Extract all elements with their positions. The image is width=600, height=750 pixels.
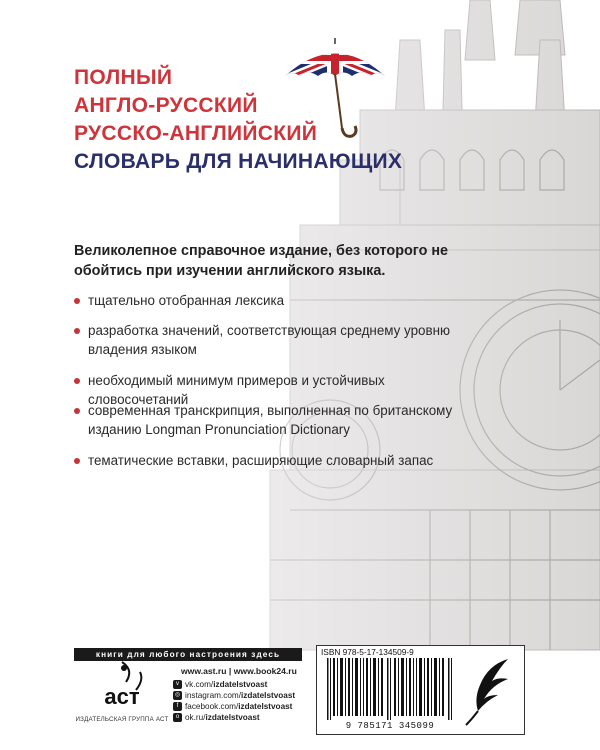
- logo-text: аст: [104, 684, 140, 709]
- social-link-vk[interactable]: v vk.com/izdatelstvoast: [173, 679, 267, 690]
- title-line-2: АНГЛО-РУССКИЙ: [74, 94, 258, 117]
- list-item: [74, 402, 474, 439]
- book-description: Великолепное справочное издание, без которого не обойтись при изучении английского языка.: [74, 243, 449, 279]
- list-item: [74, 322, 474, 359]
- vk-icon: v: [173, 680, 182, 689]
- feature-text: современная транскрипция, выполненная по британскому изданию Longman Pronunciation Dictionary: [88, 403, 453, 437]
- social-link-odnoklassniki[interactable]: o ok.ru/izdatelstvoast: [173, 712, 260, 723]
- feather-icon: [458, 655, 520, 727]
- bullet-icon: [74, 298, 80, 304]
- website-links[interactable]: www.ast.ru | www.book24.ru: [181, 666, 297, 676]
- social-link-instagram[interactable]: ◎ instagram.com/izdatelstvoast: [174, 691, 296, 700]
- tagline-bar: книги для любого настроения здесь: [74, 648, 302, 661]
- barcode-icon: [321, 658, 459, 720]
- list-item: [74, 452, 474, 471]
- social-link-facebook[interactable]: f facebook.com/izdatelstvoast: [173, 701, 292, 712]
- title-line-3: РУССКО-АНГЛИЙСКИЙ: [74, 122, 318, 145]
- feature-text: разработка значений, соответствующая среднему уровню владения языком: [88, 323, 451, 357]
- title-line-1: ПОЛНЫЙ: [74, 66, 173, 89]
- ast-logo-icon: [74, 660, 170, 716]
- bullet-icon: [74, 458, 80, 464]
- feature-text: тщательно отобранная лексика: [88, 293, 285, 308]
- facebook-icon: f: [173, 702, 182, 711]
- bullet-icon: [74, 378, 80, 384]
- publisher-label: ИЗДАТЕЛЬСКАЯ ГРУППА АСТ: [75, 716, 169, 723]
- isbn-label: ISBN 978-5-17-134509-9: [321, 647, 414, 657]
- odnoklassniki-icon: o: [173, 713, 182, 722]
- bullet-icon: [74, 408, 80, 414]
- list-item: [74, 292, 474, 311]
- feature-text: необходимый минимум примеров и устойчивых словосочетаний: [88, 373, 385, 407]
- publisher-logo: [74, 660, 170, 728]
- feature-text: тематические вставки, расширяющие словарный запас: [88, 453, 434, 468]
- book-title: [74, 64, 402, 176]
- instagram-icon: ◎: [174, 692, 181, 699]
- title-line-4: СЛОВАРЬ ДЛЯ НАЧИНАЮЩИХ: [74, 150, 403, 173]
- barcode-number: 9 785171 345099: [345, 721, 435, 731]
- bullet-icon: [74, 328, 80, 334]
